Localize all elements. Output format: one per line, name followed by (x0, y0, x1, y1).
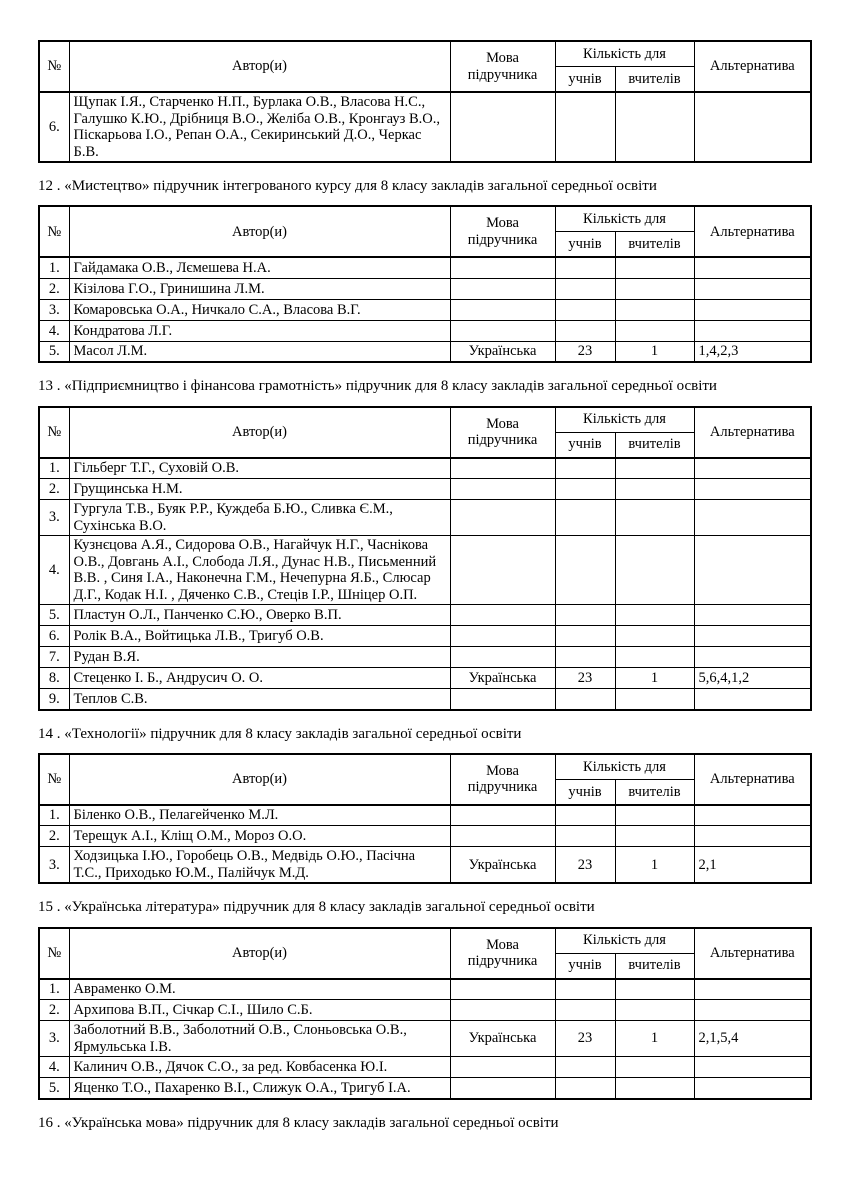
cell-num: 3. (39, 847, 69, 884)
col-header-students: учнів (555, 779, 615, 805)
table-header (39, 928, 811, 979)
cell-language (450, 92, 555, 162)
col-header-authors: Автор(и) (69, 928, 450, 979)
cell-language (450, 979, 555, 1000)
cell-students (555, 257, 615, 278)
table-row (39, 320, 811, 341)
cell-students (555, 689, 615, 710)
cell-students (555, 1057, 615, 1078)
cell-teachers (615, 299, 694, 320)
cell-language (450, 826, 555, 847)
section-heading: 13 . «Підприємництво і фінансова грамотність» підручник для 8 класу закладів загальної середньої освіти (38, 378, 717, 395)
col-header-teachers: вчителів (615, 432, 694, 458)
cell-students: 23 (555, 847, 615, 884)
cell-authors: Архипова В.П., Січкар С.І., Шило С.Б. (69, 1000, 450, 1021)
cell-teachers: 1 (615, 1021, 694, 1057)
col-header-alternative: Альтернатива (694, 41, 811, 92)
table-row (39, 92, 811, 162)
cell-authors: Стеценко І. Б., Андрусич О. О. (69, 668, 450, 689)
cell-alt (694, 805, 811, 826)
cell-students (555, 92, 615, 162)
cell-teachers (615, 278, 694, 299)
cell-authors: Гургула Т.В., Буяк Р.Р., Куждеба Б.Ю., Сливка Є.М., Сухінська В.О. (69, 500, 450, 536)
textbook-table (38, 753, 812, 885)
cell-authors: Біленко О.В., Пелагейченко М.Л. (69, 805, 450, 826)
textbook-table (38, 205, 812, 363)
section-heading: 14 . «Технології» підручник для 8 класу закладів загальної середньої освіти (38, 725, 522, 742)
cell-students (555, 626, 615, 647)
cell-authors: Грущинська Н.М. (69, 479, 450, 500)
col-header-language: Мова підручника (450, 407, 555, 458)
textbook-table (38, 927, 812, 1100)
textbook-table (38, 406, 812, 711)
cell-students (555, 805, 615, 826)
cell-students (555, 536, 615, 605)
cell-alt (694, 536, 811, 605)
cell-alt (694, 320, 811, 341)
table-row (39, 826, 811, 847)
cell-num: 4. (39, 536, 69, 605)
col-header-teachers: вчителів (615, 67, 694, 93)
col-header-authors: Автор(и) (69, 41, 450, 92)
cell-num: 8. (39, 668, 69, 689)
cell-students (555, 979, 615, 1000)
cell-students (555, 299, 615, 320)
cell-language (450, 626, 555, 647)
section-heading: 12 . «Мистецтво» підручник інтегрованого курсу для 8 класу закладів загальної середньої освіти (38, 178, 657, 195)
table-row (39, 479, 811, 500)
cell-num: 7. (39, 647, 69, 668)
cell-language (450, 805, 555, 826)
cell-alt (694, 626, 811, 647)
cell-teachers (615, 257, 694, 278)
table-row (39, 605, 811, 626)
cell-authors: Пластун О.Л., Панченко С.Ю., Оверко В.П. (69, 605, 450, 626)
cell-authors: Заболотний В.В., Заболотний О.В., Слоньовська О.В., Ярмульська І.В. (69, 1021, 450, 1057)
cell-num: 6. (39, 92, 69, 162)
header-row-top (39, 407, 811, 433)
cell-authors: Кізілова Г.О., Гринишина Л.М. (69, 278, 450, 299)
cell-num: 5. (39, 605, 69, 626)
col-header-teachers: вчителів (615, 232, 694, 258)
table-header (39, 206, 811, 257)
cell-num: 1. (39, 257, 69, 278)
table-body (39, 257, 811, 362)
table-row (39, 536, 811, 605)
col-header-authors: Автор(и) (69, 206, 450, 257)
cell-alt (694, 689, 811, 710)
cell-alt (694, 500, 811, 536)
cell-students: 23 (555, 668, 615, 689)
cell-language (450, 647, 555, 668)
header-row-top (39, 928, 811, 954)
col-header-quantity-group: Кількість для (555, 407, 694, 433)
cell-num: 1. (39, 805, 69, 826)
section-heading: 16 . «Українська мова» підручник для 8 класу закладів загальної середньої освіти (38, 1114, 559, 1131)
cell-num: 1. (39, 458, 69, 479)
cell-num: 1. (39, 979, 69, 1000)
col-header-students: учнів (555, 432, 615, 458)
cell-students: 23 (555, 341, 615, 362)
cell-language (450, 536, 555, 605)
col-header-alternative: Альтернатива (694, 407, 811, 458)
cell-alt (694, 1078, 811, 1099)
section-heading: 15 . «Українська література» підручник для 8 класу закладів загальної середньої освіти (38, 899, 595, 916)
cell-teachers (615, 979, 694, 1000)
cell-alt (694, 278, 811, 299)
cell-num: 3. (39, 1021, 69, 1057)
cell-teachers (615, 647, 694, 668)
cell-teachers (615, 92, 694, 162)
cell-language (450, 458, 555, 479)
cell-teachers (615, 689, 694, 710)
cell-alt: 2,1,5,4 (694, 1021, 811, 1057)
cell-alt (694, 647, 811, 668)
table-row (39, 500, 811, 536)
cell-authors: Терещук А.І., Кліщ О.М., Мороз О.О. (69, 826, 450, 847)
cell-authors: Яценко Т.О., Пахаренко В.І., Слижук О.А., Тригуб І.А. (69, 1078, 450, 1099)
cell-num: 2. (39, 1000, 69, 1021)
cell-teachers (615, 1000, 694, 1021)
cell-language: Українська (450, 1021, 555, 1057)
cell-num: 5. (39, 1078, 69, 1099)
cell-teachers (615, 1057, 694, 1078)
table-row (39, 689, 811, 710)
col-header-teachers: вчителів (615, 953, 694, 979)
cell-num: 5. (39, 341, 69, 362)
col-header-teachers: вчителів (615, 779, 694, 805)
table-row (39, 1057, 811, 1078)
col-header-quantity-group: Кількість для (555, 754, 694, 780)
cell-students (555, 479, 615, 500)
cell-authors: Ролік В.А., Войтицька Л.В., Тригуб О.В. (69, 626, 450, 647)
cell-language: Українська (450, 341, 555, 362)
col-header-num: № (39, 206, 69, 257)
col-header-authors: Автор(и) (69, 407, 450, 458)
cell-authors: Гільберг Т.Г., Суховій О.В. (69, 458, 450, 479)
cell-authors: Ходзицька І.Ю., Горобець О.В., Медвідь О.Ю., Пасічна Т.С., Приходько Ю.М., Палійчук М.Д. (69, 847, 450, 884)
table-row (39, 458, 811, 479)
cell-teachers (615, 479, 694, 500)
cell-num: 2. (39, 826, 69, 847)
table-row (39, 1078, 811, 1099)
table-body (39, 805, 811, 884)
table-row (39, 1021, 811, 1057)
cell-num: 6. (39, 626, 69, 647)
cell-teachers (615, 320, 694, 341)
cell-students (555, 647, 615, 668)
cell-language (450, 500, 555, 536)
table-row (39, 647, 811, 668)
header-row-top (39, 206, 811, 232)
col-header-language: Мова підручника (450, 41, 555, 92)
col-header-students: учнів (555, 953, 615, 979)
cell-students (555, 1000, 615, 1021)
cell-teachers (615, 500, 694, 536)
textbook-table (38, 40, 812, 163)
header-row-top (39, 41, 811, 67)
cell-authors: Гайдамака О.В., Лємешева Н.А. (69, 257, 450, 278)
cell-alt: 5,6,4,1,2 (694, 668, 811, 689)
cell-language (450, 1078, 555, 1099)
col-header-num: № (39, 41, 69, 92)
col-header-students: учнів (555, 232, 615, 258)
table-row (39, 805, 811, 826)
cell-language: Українська (450, 668, 555, 689)
cell-alt: 2,1 (694, 847, 811, 884)
col-header-authors: Автор(и) (69, 754, 450, 805)
table-row (39, 1000, 811, 1021)
col-header-num: № (39, 407, 69, 458)
cell-authors: Теплов С.В. (69, 689, 450, 710)
cell-authors: Рудан В.Я. (69, 647, 450, 668)
cell-students (555, 826, 615, 847)
cell-alt (694, 92, 811, 162)
cell-language (450, 257, 555, 278)
cell-students (555, 1078, 615, 1099)
cell-num: 4. (39, 1057, 69, 1078)
cell-teachers (615, 1078, 694, 1099)
cell-teachers (615, 536, 694, 605)
col-header-language: Мова підручника (450, 206, 555, 257)
table-header (39, 754, 811, 805)
table-row (39, 847, 811, 884)
col-header-students: учнів (555, 67, 615, 93)
table-row (39, 668, 811, 689)
cell-alt (694, 1057, 811, 1078)
col-header-num: № (39, 928, 69, 979)
cell-students (555, 458, 615, 479)
cell-students (555, 320, 615, 341)
col-header-quantity-group: Кількість для (555, 41, 694, 67)
cell-language (450, 1057, 555, 1078)
table-row (39, 278, 811, 299)
cell-students (555, 278, 615, 299)
cell-language (450, 299, 555, 320)
cell-num: 2. (39, 278, 69, 299)
cell-num: 4. (39, 320, 69, 341)
cell-authors: Кузнєцова А.Я., Сидорова О.В., Нагайчук Н.Г., Часнікова О.В., Довгань А.І., Слобода Л.Я., Дунас Н.В., Письменний В.В. , Синя І.А., Наконечна Г.М., Нечепурна Я.Б., Слюсар Д.Г., Кодак Н.І. , Дяченко С.В., Стеців І.Р., Шніцер О.П. (69, 536, 450, 605)
col-header-alternative: Альтернатива (694, 754, 811, 805)
cell-alt (694, 257, 811, 278)
cell-authors: Комаровська О.А., Ничкало С.А., Власова В.Г. (69, 299, 450, 320)
cell-language (450, 278, 555, 299)
cell-alt (694, 605, 811, 626)
cell-students (555, 500, 615, 536)
table-row (39, 341, 811, 362)
col-header-language: Мова підручника (450, 754, 555, 805)
cell-teachers (615, 458, 694, 479)
cell-num: 3. (39, 500, 69, 536)
col-header-quantity-group: Кількість для (555, 928, 694, 954)
cell-language: Українська (450, 847, 555, 884)
col-header-alternative: Альтернатива (694, 206, 811, 257)
cell-authors: Масол Л.М. (69, 341, 450, 362)
cell-language (450, 689, 555, 710)
cell-teachers: 1 (615, 847, 694, 884)
cell-teachers (615, 605, 694, 626)
cell-alt (694, 979, 811, 1000)
cell-teachers (615, 826, 694, 847)
cell-language (450, 479, 555, 500)
table-row (39, 979, 811, 1000)
table-row (39, 257, 811, 278)
table-body (39, 92, 811, 162)
cell-alt (694, 1000, 811, 1021)
cell-teachers: 1 (615, 341, 694, 362)
cell-alt: 1,4,2,3 (694, 341, 811, 362)
cell-num: 2. (39, 479, 69, 500)
col-header-num: № (39, 754, 69, 805)
cell-teachers: 1 (615, 668, 694, 689)
cell-alt (694, 299, 811, 320)
table-body (39, 979, 811, 1099)
cell-num: 9. (39, 689, 69, 710)
cell-authors: Щупак І.Я., Старченко Н.П., Бурлака О.В., Власова Н.С., Галушко К.Ю., Дрібниця В.О., Желіба О.В., Кронгауз В.О., Піскарьова І.О., Репан О.А., Секиринський Д.О., Черкас Б.В. (69, 92, 450, 162)
cell-students: 23 (555, 1021, 615, 1057)
cell-students (555, 605, 615, 626)
header-row-top (39, 754, 811, 780)
cell-authors: Авраменко О.М. (69, 979, 450, 1000)
cell-num: 3. (39, 299, 69, 320)
cell-alt (694, 826, 811, 847)
cell-teachers (615, 626, 694, 647)
cell-teachers (615, 805, 694, 826)
cell-authors: Кондратова Л.Г. (69, 320, 450, 341)
table-header (39, 41, 811, 92)
cell-language (450, 605, 555, 626)
col-header-language: Мова підручника (450, 928, 555, 979)
table-row (39, 626, 811, 647)
cell-authors: Калинич О.В., Дячок С.О., за ред. Ковбасенка Ю.І. (69, 1057, 450, 1078)
cell-alt (694, 458, 811, 479)
cell-language (450, 1000, 555, 1021)
cell-alt (694, 479, 811, 500)
table-row (39, 299, 811, 320)
table-header (39, 407, 811, 458)
col-header-quantity-group: Кількість для (555, 206, 694, 232)
col-header-alternative: Альтернатива (694, 928, 811, 979)
table-body (39, 458, 811, 710)
cell-language (450, 320, 555, 341)
